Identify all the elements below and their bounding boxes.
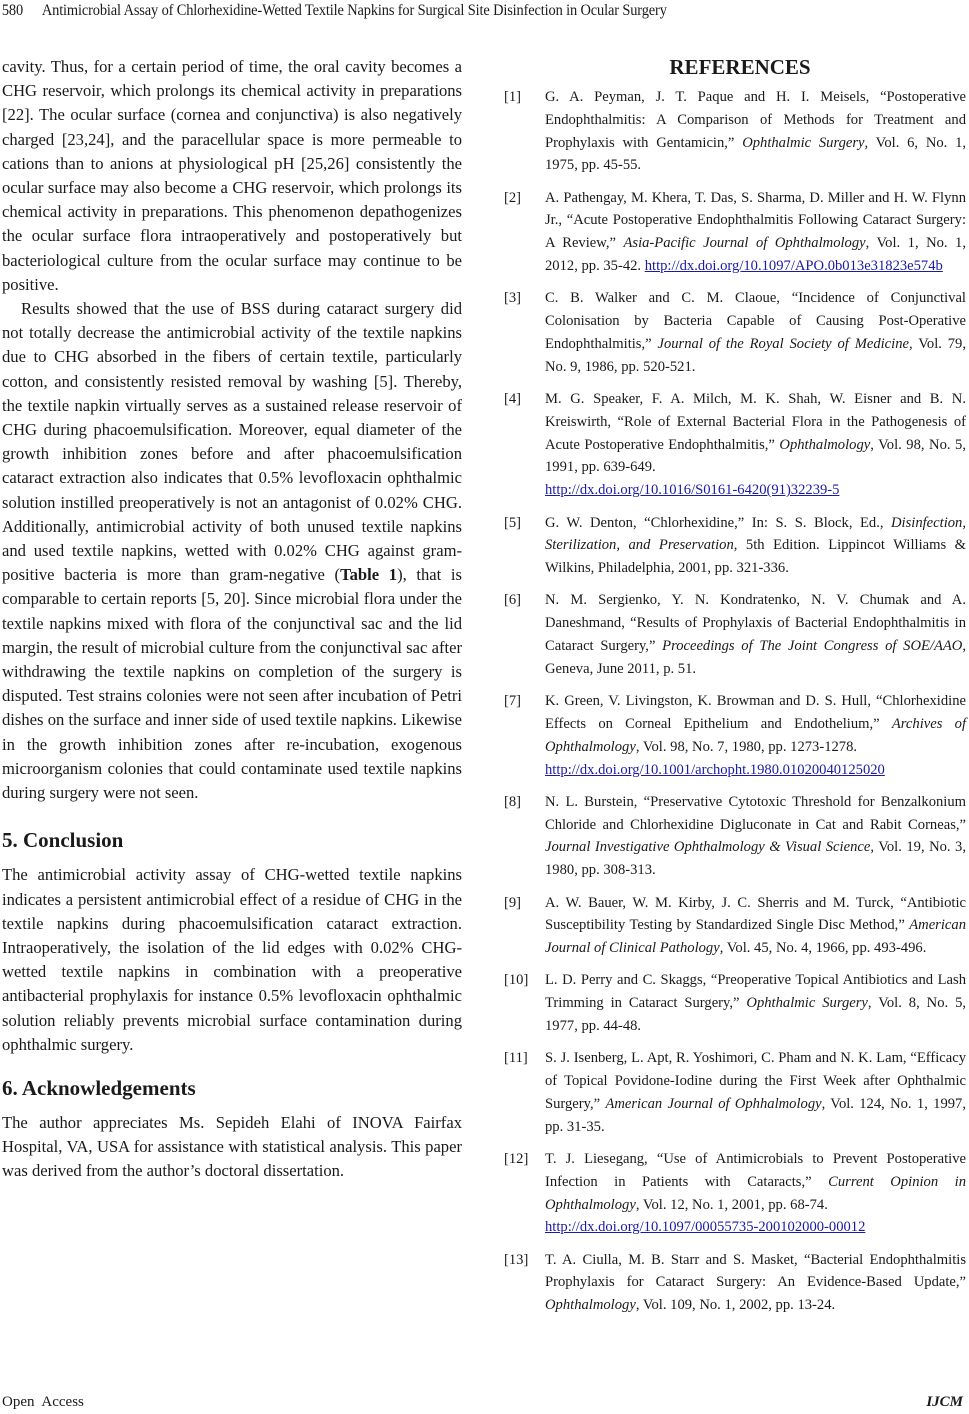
- reference-authors-title: S. J. Isenberg, L. Apt, R. Yoshimori, C. Pham and N. K. Lam, “Efficacy of Topical Povidone-Iodine during the First Week after Ophthalmic Surgery,”: [545, 1050, 966, 1112]
- reference-text: [545, 791, 966, 882]
- reference-number: [3]: [504, 290, 522, 307]
- conclusion-paragraph: The antimicrobial activity assay of CHG-wetted textile napkins indicates a persistent antimicrobial effect of a residue of CHG in the textile napkins during phacoemulsification cataract extraction. Intraoperatively, the isolation of the lid edges with 0.02% CHG-wetted textile napkins in combination with a preoperative antibacterial prophylaxis for instance 0.5% levofloxacin ophthalmic solution reliably prevents microbial surface contamination during ophthalmic surgery.: [2, 865, 462, 1054]
- page-footer: [0, 1392, 969, 1414]
- reference-text: [545, 86, 966, 177]
- doi-link[interactable]: http://dx.doi.org/10.1001/archopht.1980.01020040125020: [545, 761, 885, 778]
- page-number: 580: [1, 2, 24, 19]
- reference-details: , 5th Edition. Lippincot Williams & Wilkins, Philadelphia, 2001, pp. 321-336.: [545, 537, 966, 577]
- reference-item: [504, 589, 966, 680]
- reference-journal: Journal of the Royal Society of Medicine: [657, 335, 909, 352]
- reference-list: [504, 86, 966, 1317]
- reference-journal: Archives of Ophthalmology: [545, 715, 967, 755]
- discussion-paragraph: [2, 297, 462, 805]
- reference-journal: Ophthalmic Surgery: [742, 134, 865, 151]
- reference-details: , Geneva, June 2011, p. 51.: [545, 638, 967, 677]
- reference-authors-title: A. Pathengay, M. Khera, T. Das, S. Sharma, D. Miller and H. W. Flynn Jr., “Acute Postoperative Endophthalmitis Following Cataract Surgery: A Review,”: [545, 189, 966, 252]
- reference-authors-title: N. L. Burstein, “Preservative Cytotoxic Threshold for Benzalkonium Chloride and Chlorhexidine Digluconate in Cat and Rabit Corneas,”: [545, 793, 966, 833]
- reference-text: [545, 1148, 966, 1239]
- reference-item: [504, 791, 966, 882]
- reference-number: [6]: [504, 592, 522, 609]
- reference-number: [5]: [504, 514, 522, 531]
- reference-details: , Vol. 109, No. 1, 2002, pp. 13-24.: [635, 1297, 836, 1314]
- reference-item: [504, 287, 966, 378]
- reference-authors-title: K. Green, V. Livingston, K. Browman and D. S. Hull, “Chlorhexidine Effects on Corneal Epithelium and Endothelium,”: [545, 693, 966, 732]
- doi-link[interactable]: http://dx.doi.org/10.1097/APO.0b013e31823e574b: [644, 258, 943, 275]
- reference-authors-title: A. W. Bauer, W. M. Kirby, J. C. Sherris and M. Turck, “Antibiotic Susceptibility Testing by Standardized Single Disc Method,”: [545, 894, 966, 934]
- reference-authors-title: N. M. Sergienko, Y. N. Kondratenko, N. V. Chumak and A. Daneshmand, “Results of Prophylaxis of Bacterial Endophthalmitis in Cataract Surgery,”: [545, 592, 966, 655]
- reference-item: [504, 388, 966, 502]
- reference-text: [545, 1249, 966, 1317]
- reference-number: [8]: [504, 793, 522, 810]
- reference-number: [10]: [504, 972, 529, 989]
- reference-authors-title: T. A. Ciulla, M. B. Starr and S. Masket, “Bacterial Endophthalmitis Prophylaxis for Cataract Surgery: An Evidence-Based Update,”: [545, 1251, 966, 1291]
- reference-number: [13]: [504, 1251, 529, 1268]
- running-header: [0, 0, 901, 24]
- acknowledgements-heading: 6. Acknowledgements: [2, 1075, 196, 1100]
- reference-item: [504, 187, 966, 278]
- paragraph-text: Results showed that the use of BSS during cataract surgery did not totally decrease the antimicrobial activity of the textile napkins due to CHG absorbed in the fibers of certain textile, particularly cotton, and consistently resisted removal by washing [5]. Thereby, the textile napkin virtually serves as a sustained release reservoir of CHG during phacoemulsification. Moreover, equal diameter of the growth inhibition zones before and after phacoemulsification cataract extraction also indicates that 0.5% levofloxacin ophthalmic solution instilled preoperatively is not an antagonist of 0.02% CHG. Additionally, antimicrobial activity of both unused textile napkins and used textile napkins, wetted with 0.02% CHG against gram-positive bacteria is more than gram-negative (: [2, 299, 462, 585]
- reference-details: , Vol. 98, No. 7, 1980, pp. 1273-1278.: [635, 738, 858, 755]
- reference-authors-title: G. A. Peyman, J. T. Paque and H. I. Meisels, “Postoperative Endophthalmitis: A Comparison of Methods for Treatment and Prophylaxis with Gentamicin,”: [545, 89, 966, 151]
- reference-item: [504, 1148, 966, 1239]
- discussion-paragraph: cavity. Thus, for a certain period of time, the oral cavity becomes a CHG reservoir, which prolongs its chemical activity in preparations [22]. The ocular surface (cornea and conjunctiva) is also negatively charged [23,24], and the paracellular space is more permeable to cations than to anions at physiological pH [25,26] consistently the ocular surface may also become a CHG reservoir, which prolongs its chemical activity in preparations. This phenomenon depathogenizes the ocular surface flora intraoperatively and postoperatively but bacteriological culture from the ocular surface may continue to be positive.: [2, 57, 462, 294]
- reference-authors-title: M. G. Speaker, F. A. Milch, M. K. Shah, W. Eisner and B. N. Kreiswirth, “Role of External Bacterial Flora in the Pathogenesis of Acute Postoperative Endophthalmitis,”: [545, 391, 966, 453]
- reference-item: [504, 1047, 966, 1138]
- reference-journal: Current Opinion in Ophthalmology: [545, 1173, 966, 1213]
- reference-number: [9]: [504, 894, 522, 911]
- reference-authors-title: C. B. Walker and C. M. Claoue, “Incidence of Conjunctival Colonisation by Bacteria Capable of Causing Post-Operative Endophthalmitis,”: [545, 290, 966, 352]
- reference-text: [545, 589, 966, 680]
- reference-item: [504, 1249, 966, 1317]
- reference-item: [504, 892, 966, 960]
- reference-text: [545, 287, 966, 378]
- references-column: [504, 52, 966, 1327]
- table-reference[interactable]: Table 1: [340, 565, 398, 585]
- left-column: [2, 55, 462, 1184]
- reference-item: [504, 86, 966, 177]
- open-access-label: Open Access: [2, 1394, 84, 1410]
- journal-abbreviation: IJCM: [926, 1394, 963, 1410]
- conclusion-heading: 5. Conclusion: [2, 828, 124, 853]
- reference-journal: Proceedings of The Joint Congress of SOE/AAO: [662, 638, 963, 655]
- reference-journal: Journal Investigative Ophthalmology & Visual Science: [545, 839, 871, 856]
- reference-number: [2]: [504, 189, 522, 206]
- reference-text: [545, 1047, 966, 1138]
- reference-details: , Vol. 124, No. 1, 1997, pp. 31-35.: [545, 1095, 966, 1135]
- references-title: REFERENCES: [669, 55, 811, 79]
- acknowledgements-paragraph: The author appreciates Ms. Sepideh Elahi of INOVA Fairfax Hospital, VA, USA for assistance with statistical analysis. This paper was derived from the author’s doctoral dissertation.: [2, 1112, 462, 1181]
- paragraph-text: ), that is comparable to certain reports [5, 20]. Since microbial flora under the textile napkins mixed with flora of the conjunctival sac and the lid margin, the result of microbial culture from the conjunctival sac after withdrawing the textile napkins on completion of the surgery is disputed. Test strains colonies were not seen after incubation of Petri dishes on the surface and inner side of used textile napkins. Likewise in the growth inhibition zones after re-incubation, exogenous microorganism colonies that could contaminate used textile napkins during surgery were not seen.: [2, 565, 462, 803]
- reference-item: [504, 969, 966, 1037]
- reference-item: [504, 512, 966, 580]
- doi-link[interactable]: http://dx.doi.org/10.1097/00055735-200102000-00012: [545, 1219, 866, 1236]
- reference-journal: Ophthalmology: [545, 1297, 636, 1314]
- reference-text: [545, 690, 966, 781]
- reference-number: [11]: [504, 1050, 528, 1067]
- reference-text: [545, 512, 966, 580]
- reference-journal: Disinfection, Sterilization, and Preservation: [545, 514, 966, 554]
- reference-text: [545, 388, 966, 502]
- reference-details: , Vol. 6, No. 1, 1975, pp. 45-55.: [545, 134, 967, 174]
- reference-details: , Vol. 79, No. 9, 1986, pp. 520-521.: [545, 335, 966, 375]
- reference-authors-title: L. D. Perry and C. Skaggs, “Preoperative Topical Antibiotics and Lash Trimming in Cataract Surgery,”: [545, 972, 966, 1012]
- reference-journal: American Journal of Ophhalmology: [605, 1095, 822, 1112]
- reference-journal: Ophthalmology: [779, 436, 871, 453]
- reference-details: , Vol. 45, No. 4, 1966, pp. 493-496.: [719, 940, 927, 957]
- reference-journal: Asia-Pacific Journal of Ophthalmology: [623, 235, 866, 252]
- reference-number: [1]: [504, 89, 522, 105]
- reference-journal: American Journal of Clinical Pathology: [545, 917, 966, 957]
- reference-details: , Vol. 8, No. 5, 1977, pp. 44-48.: [545, 995, 967, 1034]
- reference-details: , Vol. 12, No. 1, 2001, pp. 68-74.: [635, 1196, 828, 1213]
- running-title: Antimicrobial Assay of Chlorhexidine-Wetted Textile Napkins for Surgical Site Disinfection in Ocular Surgery: [41, 2, 667, 19]
- reference-text: [545, 969, 966, 1037]
- reference-item: [504, 690, 966, 781]
- reference-text: [545, 187, 966, 278]
- reference-authors-title: G. W. Denton, “Chlorhexidine,” In: S. S. Block, Ed.,: [545, 514, 891, 531]
- reference-details: , Vol. 19, No. 3, 1980, pp. 308-313.: [545, 839, 966, 879]
- reference-details: , Vol. 1, No. 1, 2012, pp. 35-42.: [545, 235, 966, 275]
- doi-link[interactable]: http://dx.doi.org/10.1016/S0161-6420(91)32239-5: [545, 482, 840, 499]
- reference-details: , Vol. 98, No. 5, 1991, pp. 639-649.: [545, 436, 966, 476]
- reference-number: [7]: [504, 693, 522, 710]
- reference-number: [12]: [504, 1150, 529, 1167]
- reference-journal: Ophthalmic Surgery: [746, 995, 868, 1012]
- reference-number: [4]: [504, 391, 522, 408]
- reference-authors-title: T. J. Liesegang, “Use of Antimicrobials to Prevent Postoperative Infection in Patients with Cataracts,”: [545, 1150, 966, 1190]
- reference-text: [545, 892, 966, 960]
